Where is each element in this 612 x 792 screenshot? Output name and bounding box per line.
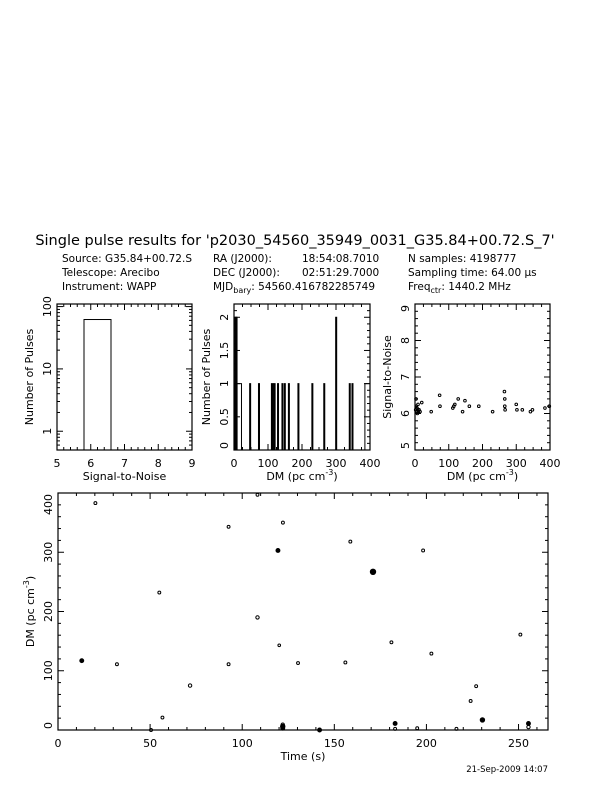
scatter-point <box>439 405 442 408</box>
x-tick-label: 250 <box>508 737 530 750</box>
scatter-point <box>256 493 259 496</box>
dm-vs-time-panel <box>22 493 548 763</box>
source-text: Source: G35.84+00.72.S <box>62 253 192 265</box>
sampling-time-text: Sampling time: 64.00 μs <box>408 267 537 279</box>
scatter-point <box>504 409 507 412</box>
x-tick-label: 100 <box>438 457 460 470</box>
y-tick-label: 1 <box>218 380 231 388</box>
scatter-point <box>503 398 506 401</box>
y-tick-label: 9 <box>399 305 412 312</box>
histogram-bar <box>336 317 337 450</box>
scatter-point <box>475 685 478 688</box>
scatter-point <box>457 398 460 401</box>
scatter-point <box>297 662 300 665</box>
scatter-point <box>515 403 518 406</box>
y-tick-label: 7 <box>399 373 412 381</box>
mjd-subscript: bary <box>233 286 252 295</box>
histogram-bar <box>288 384 289 450</box>
x-axis-label: Time (s) <box>280 750 326 763</box>
y-tick-label: 5 <box>399 442 412 449</box>
x-tick-label: 200 <box>472 457 493 470</box>
plot-frame <box>415 304 550 450</box>
scatter-point <box>531 409 534 412</box>
x-axis-label: DM (pc $cm^{-3}$) <box>266 468 338 483</box>
figure-title: Single pulse results for 'p2030_54560_35949_0031_G35.84+00.72.S_7' <box>35 233 555 249</box>
ra-value: 18:54:08.7010 <box>302 253 380 265</box>
x-tick-label: 7 <box>121 457 128 470</box>
snr-vs-dm-panel <box>381 304 561 483</box>
plot-date: 21-Sep-2009 14:07 <box>466 765 548 775</box>
histogram-bar <box>284 384 285 450</box>
dm-histogram-panel <box>200 304 381 483</box>
scatter-point <box>344 661 347 664</box>
x-tick-label: 150 <box>323 737 345 750</box>
scatter-point <box>491 410 494 413</box>
x-axis-label: Signal-to-Noise <box>82 470 167 483</box>
scatter-point <box>464 399 467 402</box>
scatter-point <box>430 410 433 413</box>
y-tick-label: 8 <box>399 337 412 344</box>
scatter-point <box>161 716 164 719</box>
scatter-point <box>158 591 161 594</box>
instrument-text: Instrument: WAPP <box>62 281 157 293</box>
scatter-point <box>480 718 484 722</box>
scatter-point <box>227 525 230 528</box>
y-tick-label: 100 <box>42 660 55 682</box>
x-tick-label: 300 <box>505 457 527 470</box>
y-axis-label: Number of Pulses <box>23 328 36 426</box>
x-tick-label: 400 <box>539 457 561 470</box>
scatter-point <box>227 663 230 666</box>
scatter-point <box>188 684 191 687</box>
y-tick-label: 10 <box>41 361 54 376</box>
scatter-point <box>80 659 84 663</box>
y-axis-label: Signal-to-Noise <box>381 335 394 419</box>
mjd-label: MJD <box>213 281 234 293</box>
scatter-point <box>94 502 97 505</box>
histogram-bar <box>258 384 259 450</box>
ra-label: RA (J2000): <box>213 253 272 265</box>
scatter-point <box>115 663 118 666</box>
mjd-value: : 54560.416782285749 <box>251 281 376 293</box>
scatter-point <box>393 722 397 726</box>
scatter-point <box>503 390 506 393</box>
scatter-point <box>422 549 425 552</box>
x-tick-label: 100 <box>231 737 253 750</box>
scatter-point <box>390 641 393 644</box>
scatter-point <box>469 700 472 703</box>
x-tick-label: 0 <box>230 457 238 470</box>
scatter-point <box>278 644 281 647</box>
scatter-point <box>521 409 524 412</box>
scatter-point <box>370 569 375 574</box>
dec-label: DEC (J2000): <box>213 267 280 279</box>
y-tick-label: 1.5 <box>218 341 231 360</box>
scatter-point <box>281 521 284 524</box>
y-tick-label: 0.5 <box>218 408 231 426</box>
scatter-point <box>503 405 506 408</box>
scatter-point <box>349 540 352 543</box>
scatter-point <box>477 405 480 408</box>
x-axis-label: DM (pc $cm^{-3}$) <box>446 468 519 483</box>
plot-frame <box>57 304 192 450</box>
y-tick-label: 100 <box>41 296 54 318</box>
scatter-point <box>276 549 280 553</box>
snr-histogram-panel <box>23 296 196 483</box>
histogram-bar <box>312 384 313 450</box>
histogram-bar <box>349 384 350 450</box>
x-tick-label: 200 <box>415 737 437 750</box>
scatter-point <box>461 410 464 413</box>
scatter-point <box>430 652 433 655</box>
histogram-bar <box>271 384 273 450</box>
x-tick-label: 5 <box>53 457 61 470</box>
histogram-bar <box>278 384 279 450</box>
y-tick-label: 200 <box>42 601 55 622</box>
telescope-text: Telescope: Arecibo <box>62 267 160 279</box>
scatter-point <box>417 403 420 406</box>
dec-value: 02:51:29.7000 <box>302 267 380 279</box>
scatter-point <box>454 403 457 406</box>
x-tick-label: 400 <box>359 457 381 470</box>
mjd-text <box>213 281 375 295</box>
histogram-bar <box>352 384 353 450</box>
freq-label: Freq <box>408 281 431 293</box>
x-tick-label: 6 <box>87 457 95 470</box>
nsamples-text: N samples: 4198777 <box>408 253 517 265</box>
observation-info <box>61 253 537 295</box>
scatter-point <box>516 409 519 412</box>
scatter-point <box>420 401 423 404</box>
x-tick-label: 8 <box>154 457 162 470</box>
y-tick-label: 300 <box>42 541 55 563</box>
freq-value: : 1440.2 MHz <box>441 281 511 293</box>
freq-text <box>408 281 511 295</box>
x-tick-label: 300 <box>325 457 347 470</box>
x-tick-label: 50 <box>143 737 158 750</box>
y-tick-label: 6 <box>399 410 412 417</box>
freq-subscript: ctr <box>430 286 442 295</box>
x-tick-label: 100 <box>257 457 279 470</box>
y-tick-label: 400 <box>42 494 55 515</box>
histogram-bar <box>324 384 325 450</box>
histogram-bar <box>250 384 251 450</box>
histogram-bar <box>298 384 299 450</box>
y-tick-label: 0 <box>218 442 231 449</box>
x-tick-label: 0 <box>54 737 62 750</box>
x-tick-label: 200 <box>291 457 313 470</box>
scatter-point <box>468 405 471 408</box>
y-tick-label: 2 <box>218 313 231 321</box>
y-tick-label: 1 <box>41 427 54 435</box>
scatter-point <box>416 727 419 730</box>
y-tick-label: 0 <box>42 722 55 729</box>
y-axis-label: Number of Pulses <box>200 328 213 426</box>
histogram-bar <box>274 384 275 450</box>
scatter-point <box>544 407 547 410</box>
scatter-point <box>256 616 259 619</box>
histogram-bar <box>84 320 111 450</box>
x-tick-label: 9 <box>188 457 196 470</box>
y-axis-label: DM (pc $cm^{-3}$) <box>22 575 37 648</box>
scatter-point <box>438 394 441 397</box>
histogram-bar <box>282 384 283 450</box>
scatter-point <box>519 633 522 636</box>
x-tick-label: 0 <box>411 457 419 470</box>
plot-frame <box>58 493 548 730</box>
